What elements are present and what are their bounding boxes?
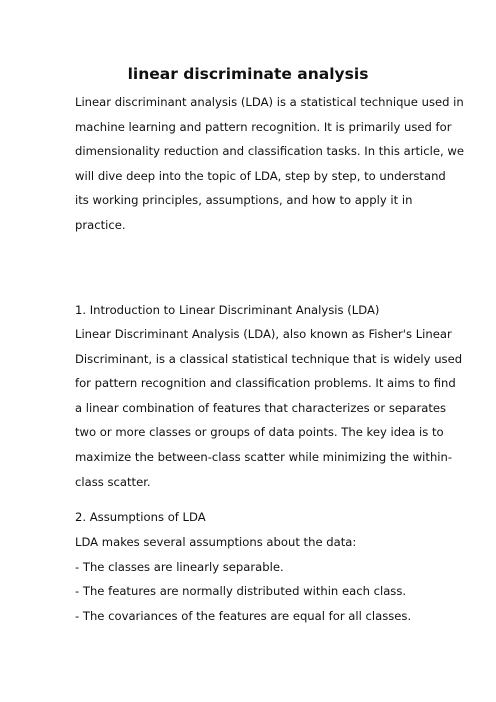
- section-1-line: two or more classes or groups of data points. The key idea is to: [75, 425, 444, 440]
- assumption-item: - The features are normally distributed within each class.: [75, 584, 407, 599]
- section-1-heading: 1. Introduction to Linear Discriminant Analysis (LDA): [75, 303, 380, 317]
- section-1-line: a linear combination of features that characterizes or separates: [75, 400, 447, 415]
- section-2-line: LDA makes several assumptions about the data:: [75, 535, 357, 549]
- intro-line: its working principles, assumptions, and how to apply it in: [75, 193, 413, 208]
- section-1-line: Linear Discriminant Analysis (LDA), also known as Fisher's Linear: [75, 327, 452, 341]
- intro-line: Linear discriminant analysis (LDA) is a statistical technique used in: [75, 95, 464, 109]
- section-1-line: for pattern recognition and classification problems. It aims to find: [75, 376, 456, 391]
- intro-paragraph: [75, 90, 464, 238]
- assumption-item: - The covariances of the features are equal for all classes.: [75, 608, 412, 623]
- intro-line: machine learning and pattern recognition. It is primarily used for: [75, 119, 452, 134]
- document-title: linear discriminate analysis: [127, 65, 369, 83]
- section-1-line: Discriminant, is a classical statistical technique that is widely used: [75, 351, 463, 366]
- intro-line: practice.: [75, 217, 126, 232]
- assumption-item: - The classes are linearly separable.: [75, 559, 284, 574]
- intro-line: dimensionality reduction and classification tasks. In this article, we: [75, 144, 464, 159]
- intro-line: will dive deep into the topic of LDA, step by step, to understand: [75, 168, 446, 183]
- section-2-heading: 2. Assumptions of LDA: [75, 510, 206, 524]
- section-1-line: maximize the between-class scatter while minimizing the within-: [75, 449, 453, 464]
- section-1-line: class scatter.: [75, 474, 151, 489]
- section-1-paragraph: [75, 322, 463, 494]
- section-2-paragraph: [75, 530, 427, 628]
